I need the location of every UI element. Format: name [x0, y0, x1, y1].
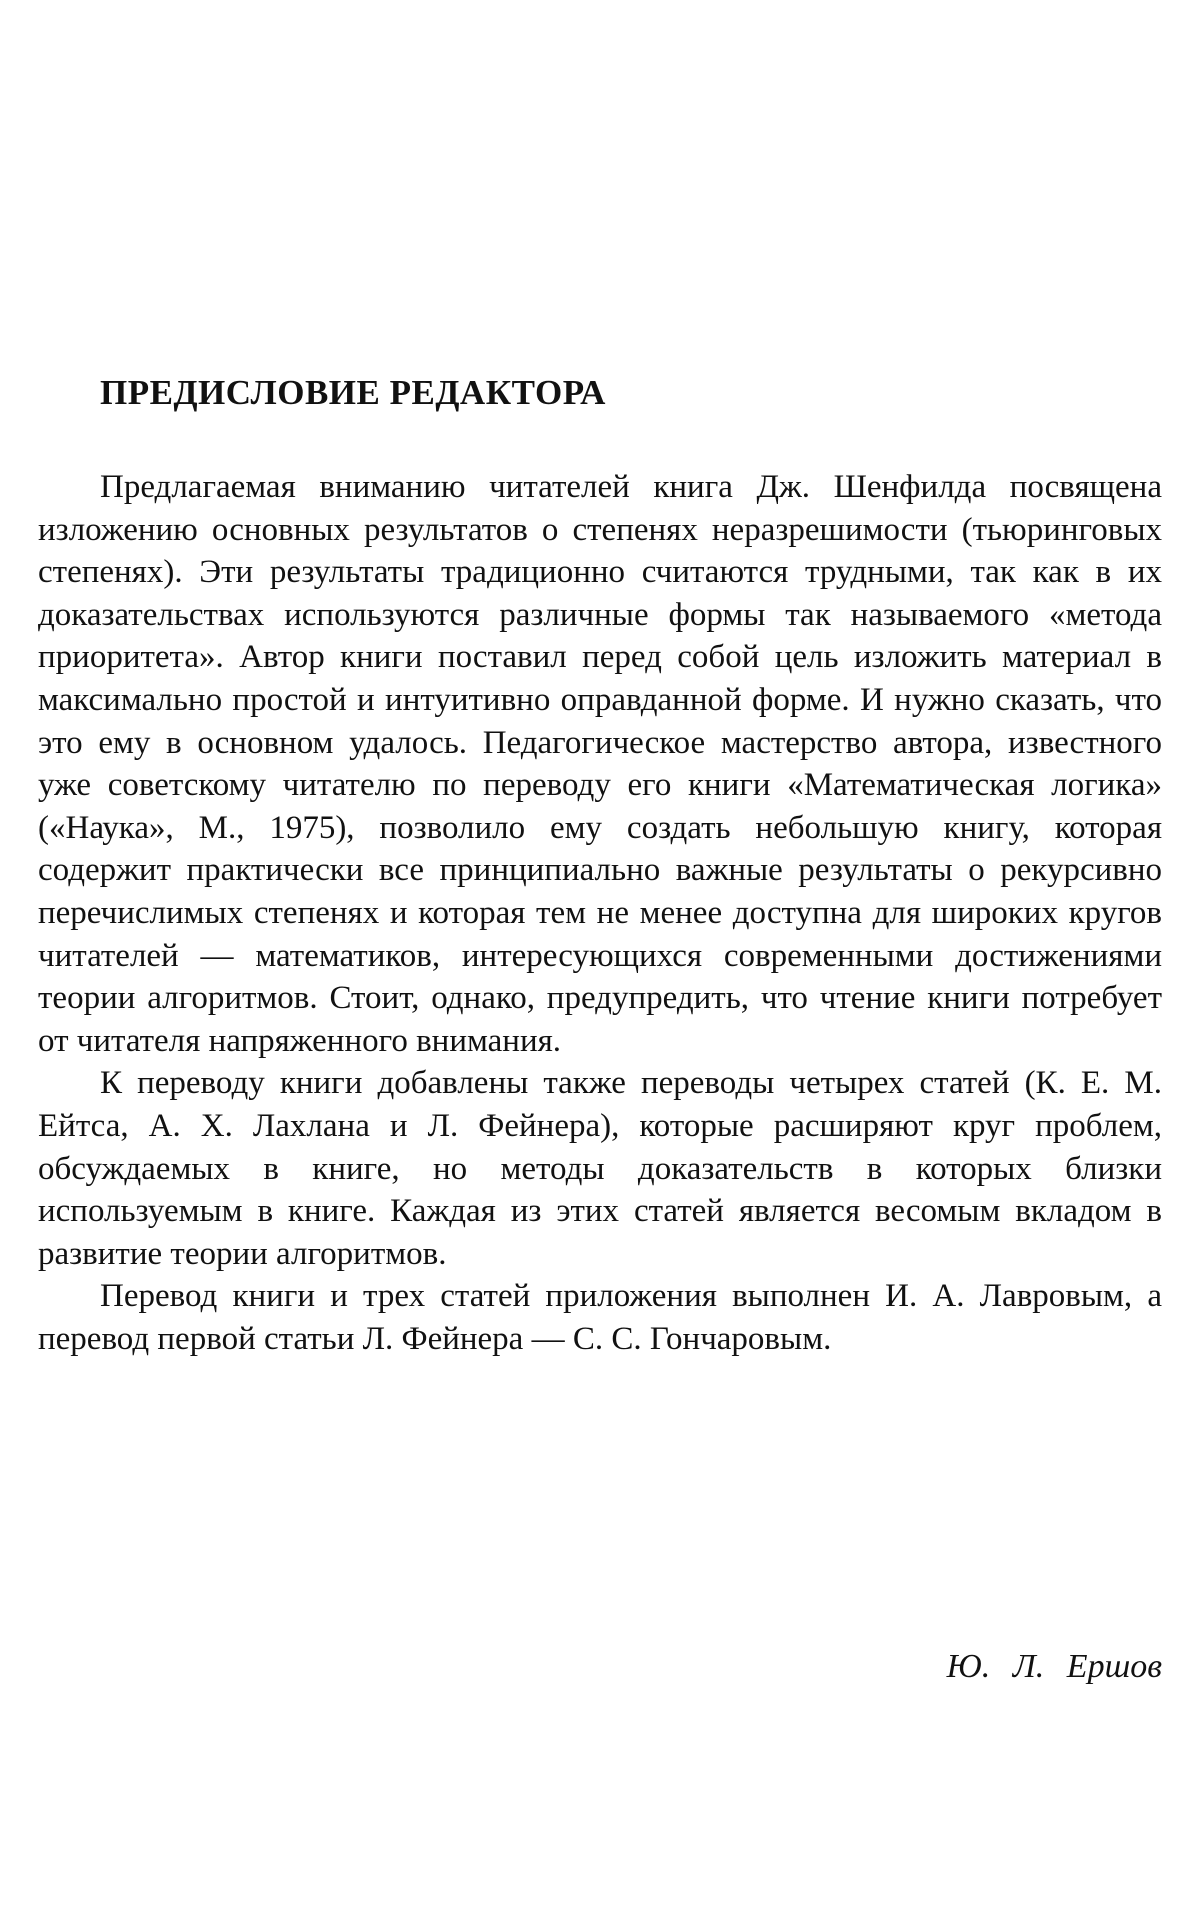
- paragraph-3: Перевод книги и трех статей приложения выполнен И. А. Лавровым, а перевод первой статьи Л. Фейнера — С. С. Гончаровым.: [38, 1278, 1162, 1357]
- document-page: [38, 0, 1162, 1932]
- paragraph-2: К переводу книги добавлены также переводы четырех статей (К. Е. М. Ейтса, А. Х. Лахлана и Л. Фейнера), которые расширяют круг проблем, обсуждаемых в книге, но методы доказательств в которых близки используемым в книге. Каждая из этих статей является весомым вкладом в развитие теории алгоритмов.: [38, 1065, 1162, 1272]
- paragraph-1: Предлагаемая вниманию читателей книга Дж. Шенфилда посвящена изложению основных результатов о степенях неразрешимости (тьюринговых степенях). Эти результаты традиционно считаются трудными, так как в их доказательствах используются различные формы так называемого «метода приоритета». Автор книги поставил перед собой цель изложить материал в максимально простой и интуитивно оправданной форме. И нужно сказать, что это ему в основном удалось. Педагогическое мастерство автора, известного уже советскому читателю по переводу его книги «Математическая логика» («Наука», М., 1975), позволило ему создать небольшую книгу, которая содержит практически все принципиально важные результаты о рекурсивно перечислимых степенях и которая тем не менее доступна для широких кругов читателей — математиков, интересующихся современными достижениями теории алгоритмов. Стоит, однако, предупредить, что чтение книги потребует от читателя напряженного внимания.: [38, 469, 1162, 1059]
- page-title: ПРЕДИСЛОВИЕ РЕДАКТОРА: [100, 373, 606, 412]
- body-text: [38, 466, 1162, 1360]
- author-signature: Ю. Л. Ершов: [946, 1648, 1162, 1685]
